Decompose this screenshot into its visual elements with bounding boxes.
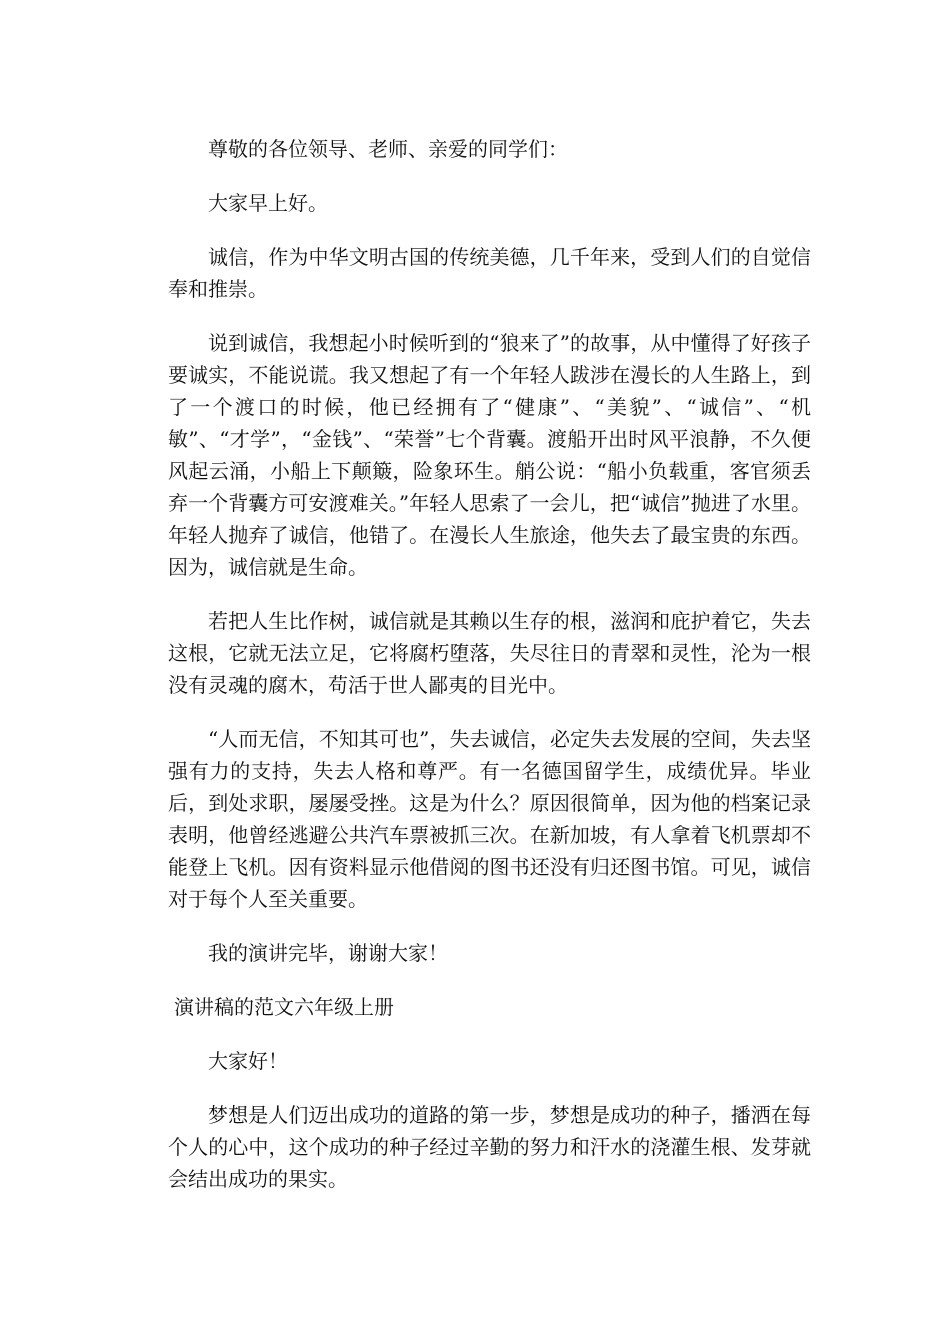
section-heading: 演讲稿的范文六年级上册 bbox=[174, 995, 394, 1019]
salutation: 尊敬的各位领导、老师、亲爱的同学们： bbox=[208, 137, 568, 161]
paragraph: 梦想是人们迈出成功的道路的第一步，梦想是成功的种子，播洒在每个人的心中，这个成功的种子经过辛勤的努力和汗水的浇灌生根、发芽就会结出成功的果实。 bbox=[168, 1103, 811, 1191]
greeting: 大家好！ bbox=[208, 1049, 288, 1073]
greeting: 大家早上好。 bbox=[208, 191, 328, 215]
closing: 我的演讲完毕，谢谢大家！ bbox=[208, 941, 448, 965]
paragraph: “人而无信，不知其可也”，失去诚信，必定失去发展的空间，失去坚强有力的支持，失去人格和尊严。有一名德国留学生，成绩优异。毕业后，到处求职，屡屡受挫。这是为什么？原因很简单，因为他的档案记录表明，他曾经逃避公共汽车票被抓三次。在新加坡，有人拿着飞机票却不能登上飞机。因有资料显示他借阅的图书还没有归还图书馆。可见，诚信对于每个人至关重要。 bbox=[168, 727, 811, 911]
paragraph: 若把人生比作树，诚信就是其赖以生存的根，滋润和庇护着它，失去这根，它就无法立足，它将腐朽堕落，失尽往日的青翠和灵性，沦为一根没有灵魂的腐木，苟活于世人鄙夷的目光中。 bbox=[168, 609, 811, 697]
paragraph: 说到诚信，我想起小时候听到的“狼来了”的故事，从中懂得了好孩子要诚实，不能说谎。我又想起了有一个年轻人跋涉在漫长的人生路上，到了一个渡口的时候，他已经拥有了“健康”、“美貌”、“诚信”、“机敏”、“才学”，“金钱”、“荣誉”七个背囊。渡船开出时风平浪静，不久便风起云涌，小船上下颠簸，险象环生。艄公说：“船小负载重，客官须丢弃一个背囊方可安渡难关。”年轻人思索了一会儿，把“诚信”抛进了水里。年轻人抛弃了诚信，他错了。在漫长人生旅途，他失去了最宝贵的东西。因为，诚信就是生命。 bbox=[168, 331, 811, 579]
document-body bbox=[168, 133, 811, 1217]
paragraph: 诚信，作为中华文明古国的传统美德，几千年来，受到人们的自觉信奉和推崇。 bbox=[168, 245, 811, 301]
